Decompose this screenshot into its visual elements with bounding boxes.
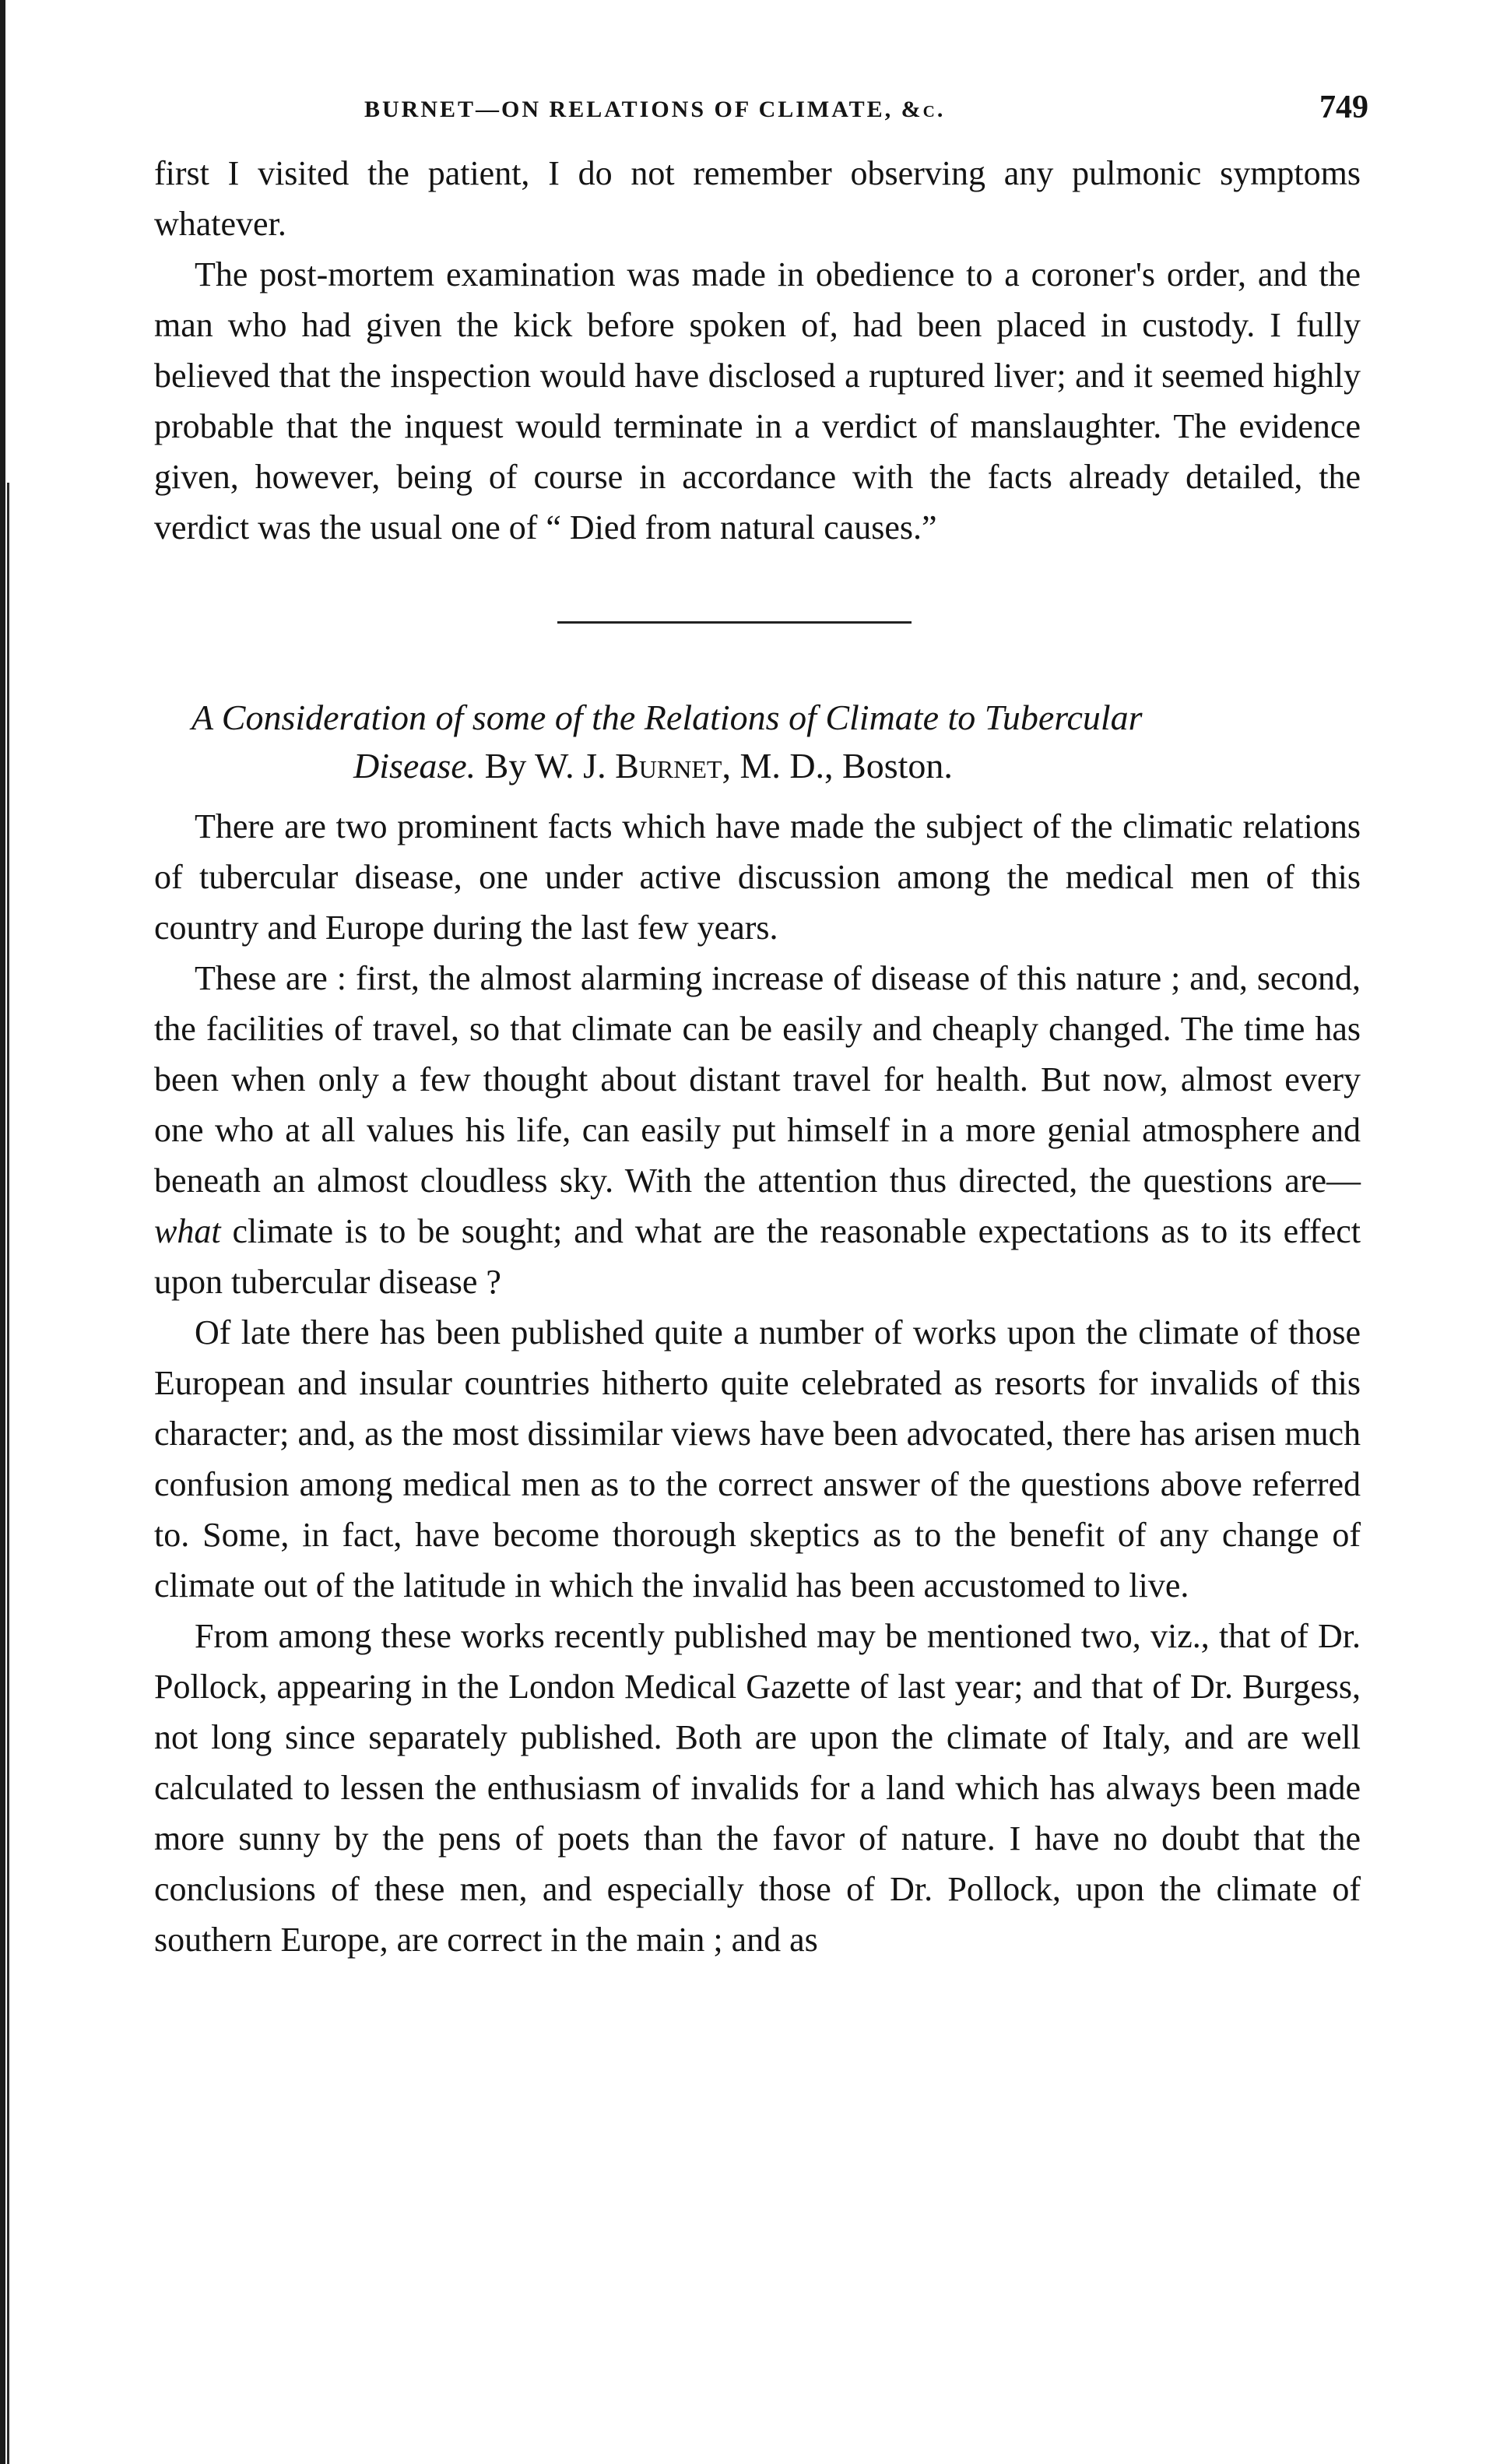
article-paragraph-2 — [154, 953, 1361, 1307]
continued-text — [154, 148, 1361, 553]
section-divider — [557, 621, 912, 624]
article-paragraph-4: From among these works recently published may be mentioned two, viz., that of Dr. Pollock, appearing in the London Medical Gazette of last year; and that of Dr. Burgess, not long since separately published. Both are upon the climate of Italy, and are well calculated to lessen the enthusiasm of invalids for a land which has always been made more sunny by the pens of poets than the favor of nature. I have no doubt that the conclusions of these men, and especially those of Dr. Pollock, upon the climate of southern Europe, are correct in the main ; and as — [154, 1617, 1361, 1959]
byline-prefix: By W. J. — [484, 746, 606, 786]
continued-paragraph-2: The post-mortem examination was made in obedience to a coroner's order, and the man who had given the kick before spoken of, had been placed in custody. I fully believed that the inspection would have disclosed a ruptured liver; and it seemed highly probable that the inquest would terminate in a verdict of manslaughter. The evidence given, however, being of course in accordance with the facts already detailed, the verdict was the usual one of “ Died from natural causes.” — [154, 255, 1361, 547]
page-number: 749 — [1319, 90, 1368, 125]
author-name: Burnet — [615, 746, 722, 786]
running-title: BURNET—ON RELATIONS OF CLIMATE, &c. — [364, 97, 946, 122]
article-paragraph-3: Of late there has been published quite a number of works upon the climate of those European and insular countries hitherto quite celebrated as resorts for invalids of this character; and, as the most dissimilar views have been advocated, there has arisen much confusion among medical men as to the correct answer of the questions above referred to. Some, in fact, have become thorough skeptics as to the benefit of any change of climate out of the latitude in which the invalid has been accustomed to live. — [154, 1313, 1361, 1605]
article-body — [154, 801, 1361, 1965]
running-head — [154, 86, 1368, 148]
continued-paragraph-1: first I visited the patient, I do not remember observing any pulmonic symptoms whatever. — [154, 154, 1361, 243]
book-page — [154, 86, 1368, 1965]
article-paragraph-2-part-a: These are : first, the almost alarming increase of disease of this nature ; and, second, the facilities of travel, so that climate can be easily and cheaply changed. The time has been when only a few thought about distant travel for health. But now, almost every one who at all values his life, can easily put himself in a more genial atmosphere and beneath an almost cloudless sky. With the attention thus directed, the questions are— — [154, 959, 1361, 1200]
article-paragraph-2-part-b: climate is to be sought; and what are the reasonable expectations as to its effect upon tubercular disease ? — [154, 1212, 1361, 1301]
byline-suffix: , M. D., Boston. — [722, 746, 953, 786]
article-paragraph-1: There are two prominent facts which have made the subject of the climatic relations of tubercular disease, one under active discussion among the medical men of this country and Europe during the last few years. — [154, 807, 1361, 947]
article-paragraph-2-emphasis: what — [154, 1212, 221, 1250]
binding-edge-line — [0, 0, 5, 2464]
article-title-line-1: A Consideration of some of the Relations of Climate to Tubercular — [191, 698, 1143, 737]
article-title — [154, 694, 1361, 790]
article-title-disease: Disease. — [353, 746, 476, 786]
binding-edge-line-inner — [7, 483, 9, 2464]
article-title-line-2 — [191, 742, 1361, 790]
